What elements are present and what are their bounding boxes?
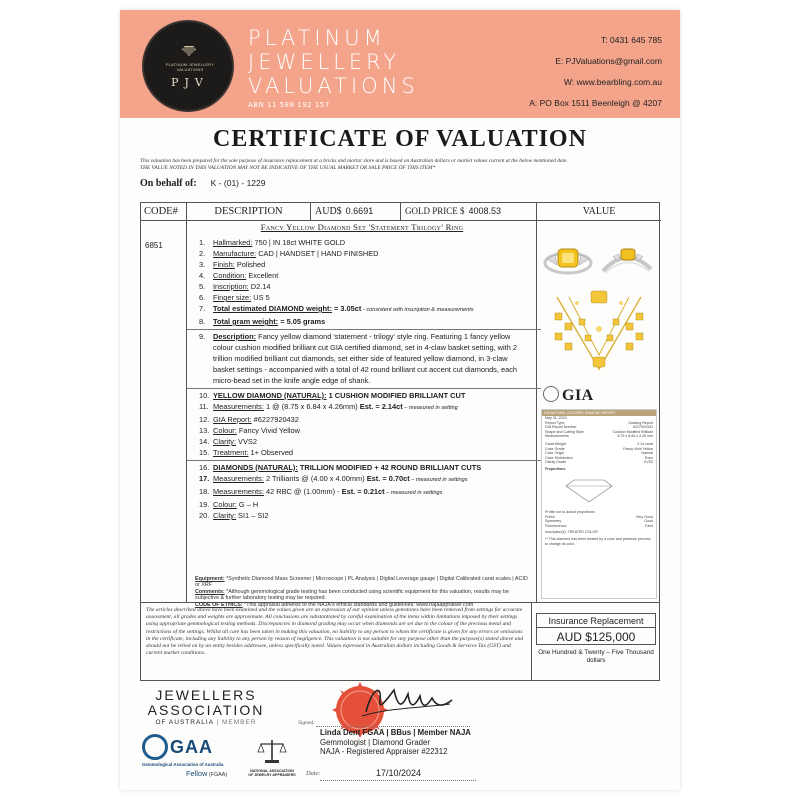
list-item (199, 401, 529, 414)
item-text: VVS2 (236, 437, 257, 446)
gaa-fellow (186, 769, 242, 778)
insurance-amount-words: One Hundred & Twenty – Five Thousand dollars (538, 649, 654, 664)
item-label: Colour: (213, 500, 237, 509)
item-label: YELLOW DIAMOND (NATURAL): (213, 391, 327, 400)
gia-field-value: Very Good (636, 514, 653, 519)
logo-monogram: PJV (171, 76, 209, 89)
item-text: 1+ Observed (248, 448, 294, 457)
description-column (187, 221, 537, 608)
intro-text (140, 158, 662, 172)
list-item (199, 281, 529, 292)
jewellers-association-logo (146, 688, 266, 728)
item-label: GIA Report: (213, 415, 252, 424)
item-text: G – H (236, 500, 259, 509)
divider (187, 388, 541, 389)
list-item (199, 510, 529, 521)
gia-report-rows (542, 416, 656, 439)
item-description-text: Fancy yellow diamond 'statement - trilogy' style ring. Featuring 1 fancy yellow colour cushion modified brilliant cut GIA certified diamond, set in 4-claw basket setting, with 2 trillion modified brilliant cut diamonds, set either side of featured yellow diamond, in 3-claw basket settings - accompanied with a total of 42 round brilliant cut accent cut diamonds, each micro-bead set in the knife angle edge of shank. (213, 332, 518, 385)
item-note: – measured in setting (402, 405, 458, 411)
header-aud (311, 203, 401, 220)
naja-text: NATIONAL ASSOCIATION OF JEWELRY APPRAISERS (248, 769, 296, 778)
gia-report-rows (542, 442, 656, 465)
item-number: 9. (199, 332, 206, 341)
date-line (320, 780, 476, 781)
item-label: Colour: (213, 426, 237, 435)
list-item (199, 237, 529, 248)
item-number: 14. (199, 437, 210, 446)
item-text: 42 RBC @ (1.00mm) - (263, 487, 342, 496)
item-number: 20. (199, 511, 210, 520)
item-number: 16. (199, 463, 210, 472)
aud-value: 0.6691 (345, 206, 374, 216)
item-text: SI1 – SI2 (236, 511, 269, 520)
item-text: = 3.05ct (331, 304, 362, 313)
item-estimate: Est. = 0.70ct (366, 474, 410, 483)
divider (187, 460, 541, 461)
item-text: Polished (234, 260, 266, 269)
equipment-text: *Synthetic Diamond Mass Screener | Microscope | PL Analysis | Digital Leverage gauge | Digital Calibrated carat scales | ACID or XRF (195, 576, 528, 589)
gia-field-label: Measurements (545, 434, 569, 439)
comments-label: Comments: (195, 588, 225, 595)
naja-logo (248, 738, 296, 778)
item-number: 15. (199, 448, 210, 457)
header-band (120, 10, 680, 118)
gia-field-value: Natural (641, 451, 653, 456)
date-label: Date: (306, 770, 321, 777)
item-number: 13. (199, 426, 210, 435)
equipment-note (195, 576, 533, 589)
website[interactable]: W: www.bearbling.com.au (563, 77, 662, 87)
item-number: 2. (199, 249, 206, 258)
scales-icon (257, 738, 287, 764)
brand-line-3: VALUATIONS (248, 74, 419, 98)
list-item (199, 292, 529, 303)
appraiser-details (320, 728, 471, 757)
gaa-subtitle: Gemmological Association of Australia (142, 762, 224, 767)
item-text: 750 | IN 18ct WHITE GOLD (252, 238, 346, 247)
list-item (199, 447, 529, 458)
gia-field-label: Report Type (545, 420, 565, 425)
appraiser-registration: NAJA - Registered Appraiser #22312 (320, 747, 448, 757)
on-behalf-value: K - (01) - 1229 (210, 178, 266, 188)
equipment-label: Equipment: (195, 576, 225, 582)
item-label: Inscription: (213, 282, 249, 291)
gaa-logo (142, 734, 242, 778)
item-text: = 5.05 grams (278, 317, 326, 326)
ethics-label: CODE OF ETHICS: (195, 601, 243, 608)
item-text: 1 @ (8.75 x 6.84 x 4.26mm) (263, 402, 360, 411)
item-number: 19. (199, 500, 210, 509)
insurance-label: Insurance Replacement (536, 613, 656, 627)
list-item (199, 414, 529, 425)
intro-line-1: This valuation has been prepared for the sole purpose of insurance replacement at a bricks and mortar store and is based on Australian dollars or market values current at the below mentioned date. (140, 158, 568, 164)
gia-seal-icon (543, 386, 559, 402)
address: A: PO Box 1511 Beenleigh @ 4207 (529, 98, 662, 108)
item-number: 12. (199, 415, 210, 424)
certificate-page (120, 10, 680, 790)
header-value: VALUE (582, 206, 616, 217)
comments-text: *Although gemmological grade testing has been conducted using scientific equipment for this valuation, results may be subjective & further laboratory testing may be required. (195, 588, 510, 602)
item-label: Finger size: (213, 293, 252, 302)
insurance-amount: AUD $125,000 (536, 627, 656, 645)
item-text: D2.14 (248, 282, 271, 291)
gia-brand: GIA (562, 387, 594, 404)
ring-photo-front (543, 239, 593, 281)
signature-line (316, 726, 470, 727)
item-number: 5. (199, 282, 206, 291)
gold-value: 4008.53 (468, 206, 502, 216)
item-number: 3. (199, 260, 206, 269)
gia-inscription: Inscription(s): TREATED COLOR (545, 530, 598, 535)
list-item (199, 436, 529, 447)
item-number: 18. (199, 487, 210, 496)
table-header (141, 203, 661, 221)
brand-name (248, 26, 419, 109)
appraiser-title: Gemmologist | Diamond Grader (320, 737, 430, 747)
item-number: 1. (199, 238, 206, 247)
gia-field-label: Color Grade (545, 446, 565, 451)
gia-field-label: May 31, 2024 (545, 416, 567, 420)
valuation-date: 17/10/2024 (376, 768, 422, 778)
aud-label: AUD$ (315, 206, 342, 217)
fellow-abbr: (FGAA) (207, 772, 228, 778)
gold-label: GOLD PRICE $ (405, 206, 465, 216)
gaa-emblem-icon (142, 734, 168, 760)
intro-line-2: THE VALUE NOTED IN THIS VALUATION MAY NOT BE INDICATIVE OF THE USUAL MARKET OR SALE PRICE OF THIS ITEM* (140, 165, 436, 171)
item-estimate: Est. = 2.14ct (359, 402, 403, 411)
list-item (199, 316, 529, 327)
item-text: US 5 (251, 293, 270, 302)
ja-australia: OF AUSTRALIA (155, 719, 214, 726)
handwritten-signature (358, 678, 458, 724)
gia-field-value: Good (644, 519, 653, 524)
list-item (199, 425, 529, 436)
ja-line-1: JEWELLERS (155, 687, 257, 703)
list-item (199, 486, 529, 499)
phone: T: 0431 645 785 (601, 35, 662, 45)
gia-profile-note: Profile not to actual proportions (545, 509, 595, 514)
item-text: #6227920432 (251, 415, 299, 424)
item-number: 17. (199, 474, 210, 483)
item-label: Finish: (213, 260, 235, 269)
item-text: 2 Trilliants @ (4.00 x 4.00mm) (263, 474, 367, 483)
gia-field-value: Even (644, 455, 653, 460)
gia-field-label: Color Distribution (545, 455, 573, 460)
item-number: 7. (199, 304, 206, 313)
disclaimer: The articles described above have been examined and the values given are an expression of our opinion unless gemstones have been removed from settings for accurate assessment, all grades and weights are approximate. All conclusions are substantiated by careful examination of the items within limitations imposed by their settings using appropriate gemmological testing methods. Discrepancies in diamond grading may occur when diamonds are set due to the colour of the precious metal and restrictions of the settings. Whilst all care has been taken in making this valuation, no liability to any person to whom the certificate is given for any errors or omissions in the certificate, including any liability to any person by reason of negligence. This valuation is not suitable for any purpose other than the purpose(s) stated above and should not be relied on by an entity besides addressee, unless specifically noted. Values expressed in Australian dollars including Goods & Services Tax (GST) and current market conditions. (140, 603, 532, 681)
item-text: TRILLION MODIFIED + 42 ROUND BRILLIANT CUTS (297, 463, 482, 472)
list-item (199, 473, 529, 486)
gia-field-value: 2.14 carat (637, 441, 653, 446)
list-item (199, 462, 529, 473)
on-behalf-of (140, 178, 265, 189)
header-code: CODE# (141, 203, 187, 220)
gia-field-label: Symmetry (545, 519, 562, 524)
divider (187, 329, 541, 330)
item-label: Total gram weight: (213, 317, 279, 326)
on-behalf-label: On behalf of: (140, 178, 197, 189)
abn-number: ABN 11 588 192 157 (248, 101, 330, 109)
gia-report-bar: GIA NATURAL COLORED DIAMOND REPORT (542, 410, 656, 416)
item-note: – measured in settings (384, 490, 443, 496)
fellow-label: Fellow (186, 769, 208, 778)
item-text: Excellent (246, 271, 279, 280)
code-column (141, 221, 187, 602)
item-text: CAD | HANDSET | HAND FINISHED (256, 249, 379, 258)
item-estimate: Est. = 0.21ct (341, 487, 385, 496)
signed-label: Signed: (298, 720, 316, 726)
item-list (199, 237, 529, 521)
gia-notes: ** This diamond has been treated by a color and pressure process to change its color. (545, 536, 651, 546)
item-label: Measurements: (213, 474, 264, 483)
ring-title: Fancy Yellow Diamond Set 'Statement Trilogy' Ring (260, 222, 464, 232)
logo-ring-text: PLATINUM JEWELLERY VALUATIONS (165, 62, 215, 72)
email[interactable]: E: PJValuations@gmail.com (555, 56, 662, 66)
ethics-text: *This appraisal adheres to the NAJA's ethical standards and guidelines: www.najaappraiser.com (242, 601, 474, 608)
list-item (199, 248, 529, 259)
item-label: Measurements: (213, 402, 264, 411)
gia-field-label: Shape and Cutting Style (545, 429, 584, 434)
brand-line-1: PLATINUM (248, 26, 386, 50)
valuation-table (140, 202, 660, 608)
item-label: Clarity: (213, 511, 236, 520)
item-label: Condition: (213, 271, 247, 280)
gia-field-label: Color Origin (545, 451, 565, 456)
header-description: DESCRIPTION (187, 203, 311, 220)
appraiser-name: Linda Dent FGAA | BBus | Member NAJA (320, 728, 471, 737)
item-label: Clarity: (213, 437, 236, 446)
gia-field-value: 6227920432 (633, 425, 653, 430)
gia-field-label: Polish (545, 514, 555, 519)
item-code: 6851 (145, 241, 163, 250)
item-label: Hallmarked: (213, 238, 253, 247)
gaa-text: GAA (170, 736, 213, 757)
brand-line-2: JEWELLERY (248, 50, 401, 74)
item-label: Treatment: (213, 448, 249, 457)
list-item (199, 331, 529, 386)
item-number: 4. (199, 271, 206, 280)
gia-logo (543, 386, 594, 405)
value-column (537, 221, 661, 602)
diamond-icon (182, 46, 196, 56)
gia-field-value: Grading Report (628, 420, 653, 425)
item-label: Measurements: (213, 487, 264, 496)
gia-field-value: Faint (645, 523, 653, 528)
diamond-placement-diagram (547, 289, 651, 379)
item-number: 6. (199, 293, 206, 302)
item-text: Fancy Vivid Yellow (236, 426, 300, 435)
item-number: 8. (199, 317, 206, 326)
comments-note (195, 589, 533, 602)
ja-line-3 (146, 718, 266, 728)
gia-field-value: VVS2 (643, 460, 653, 465)
item-note: - consistent with inscription & measurements (361, 307, 474, 313)
gia-field-value: 8.75 x 6.84 x 4.26 mm (617, 434, 653, 439)
company-logo (142, 20, 234, 112)
list-item (199, 390, 529, 401)
item-label: Manufacture: (213, 249, 257, 258)
gia-field-label: Clarity Grade (545, 460, 567, 465)
list-item (199, 270, 529, 281)
proportion-diagram (564, 474, 614, 504)
gia-field-label: Fluorescence (545, 523, 567, 528)
item-number: 10. (199, 391, 210, 400)
list-item (199, 259, 529, 270)
gia-field-label: GIA Report Number (545, 425, 577, 430)
item-label: Total estimated DIAMOND weight: (213, 304, 332, 313)
header-gold-price (401, 203, 537, 220)
list-item (199, 303, 529, 316)
list-item (199, 499, 529, 510)
gia-field-label: Carat Weight (545, 441, 566, 446)
item-number: 11. (199, 402, 209, 411)
item-label: DIAMONDS (NATURAL): (213, 463, 298, 472)
certificate-title: CERTIFICATE OF VALUATION (213, 126, 587, 152)
ja-line-2: ASSOCIATION (147, 702, 265, 718)
item-text: 1 CUSHION MODIFIED BRILLIANT CUT (326, 391, 466, 400)
gia-field-value: Fancy Vivid Yellow (623, 446, 653, 451)
item-note: – measured in settings (409, 477, 468, 483)
ring-photo-side (599, 241, 655, 281)
gia-report-rows (542, 515, 656, 529)
gia-report-image (541, 409, 657, 599)
gia-field-value: Cushion Modified Brilliant (612, 429, 653, 434)
ja-member: | MEMBER (213, 719, 257, 726)
insurance-box (532, 603, 660, 681)
item-label: Description: (213, 332, 257, 341)
contact-details (529, 30, 662, 114)
gia-proportions-label: Proportions (545, 466, 566, 471)
